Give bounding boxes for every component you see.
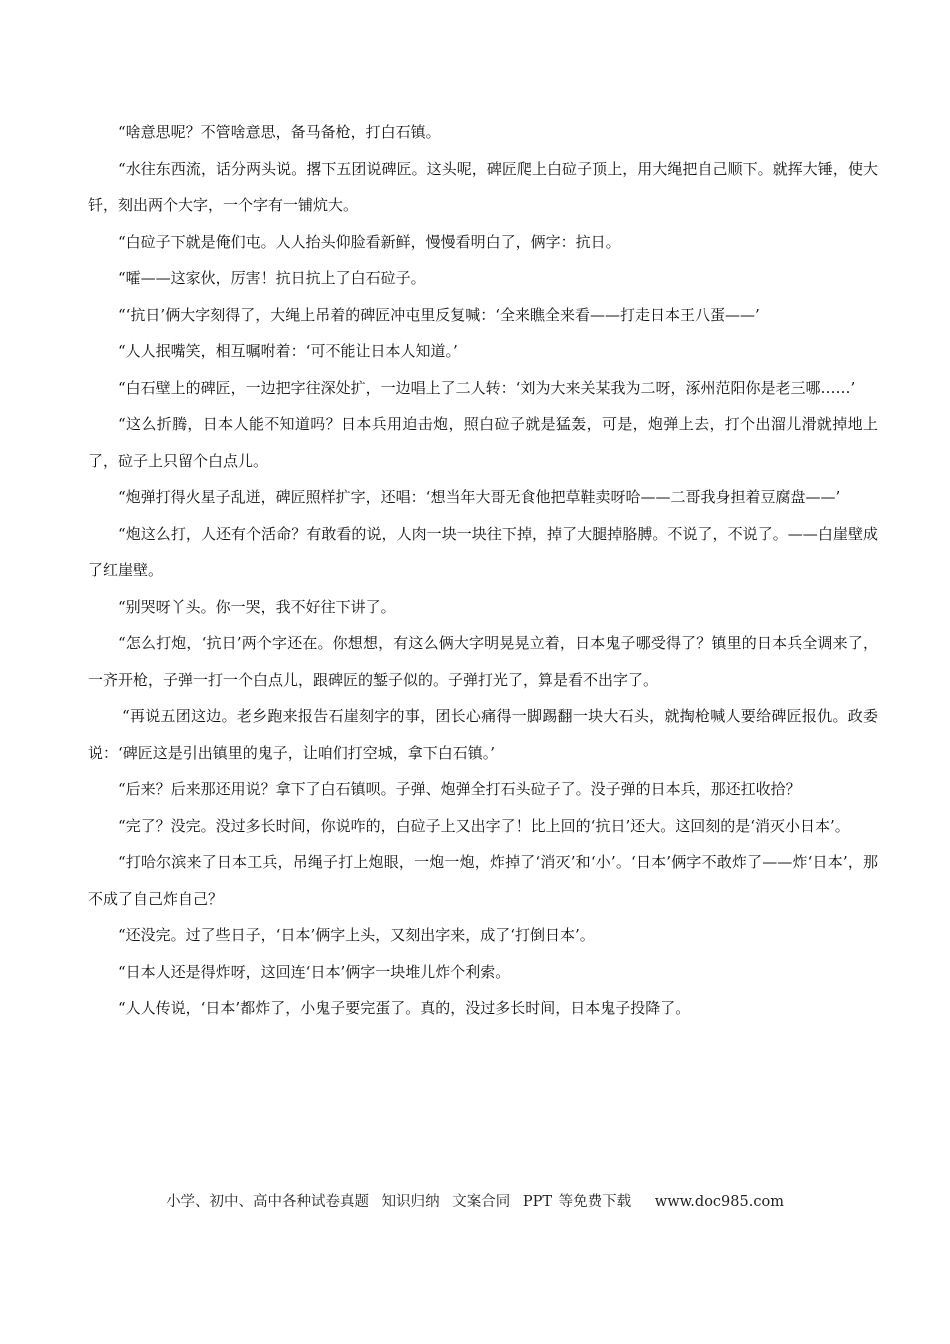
paragraph: “白石壁上的碑匠，一边把字往深处扩，一边唱上了二人转：‘刘为大来关某我为二呀，涿州范阳你是老三哪……’ [118,378,856,397]
paragraph: “再说五团这边。老乡跑来报告石崖刻字的事，团长心痛得一脚踢翻一块大石头，就掏枪喊人要给碑匠报仇。政委说：‘碑匠这是引出镇里的鬼子，让咱们打空城，拿下白石镇。’ [88,707,878,762]
paragraph: “完了？没完。没过多长时间，你说咋的，白砬子上又出字了！比上回的‘抗日’还大。这回刻的是‘消灭小日本’。 [118,816,850,835]
paragraph: “啥意思呢？不管啥意思，备马备枪，打白石镇。 [118,123,441,141]
paragraph: “白砬子下就是俺们屯。人人抬头仰脸看新鲜，慢慢看明白了，俩字：抗日。 [118,232,621,251]
paragraph: “水往东西流，话分两头说。撂下五团说碑匠。这头呢，碑匠爬上白砬子顶上，用大绳把自己顺下。就挥大锤，使大钎，刻出两个大字，一个字有一铺炕大。 [88,159,878,214]
paragraph: “还没完。过了些日子，‘日本’俩字上头，又刻出字来，成了‘打倒日本’。 [118,926,595,944]
page-footer [0,1190,950,1211]
paragraph: “‘抗日’俩大字刻得了，大绳上吊着的碑匠冲屯里反复喊：‘全来瞧全来看——打走日本王八蛋——’ [118,305,760,324]
paragraph: “人人抿嘴笑，相互嘱咐着：‘可不能让日本人知道。’ [118,342,458,360]
paragraph: “这么折腾，日本人能不知道吗？日本兵用迫击炮，照白砬子就是猛轰，可是，炮弹上去，打个出溜儿滑就掉地上了，砬子上只留个白点儿。 [88,415,878,470]
paragraph: “炮这么打，人还有个活命？有敢看的说，人肉一块一块往下掉，掉了大腿掉胳膊。不说了，不说了。——白崖壁成了红崖壁。 [88,524,878,579]
paragraph: “炮弹打得火星子乱迸，碑匠照样扩字，还唱：‘想当年大哥无食他把草鞋卖呀哈——二哥我身担着豆腐盘——’ [118,488,841,506]
paragraph: “人人传说，‘日本’都炸了，小鬼子要完蛋了。真的，没过多长时间，日本鬼子投降了。 [118,999,691,1017]
footer-text-knowledge: 知识归纳 [381,1194,440,1210]
footer-website-link[interactable]: www.doc985.com [654,1194,784,1210]
paragraph: “怎么打炮，‘抗日’两个字还在。你想想，有这么俩大字明晃晃立着，日本鬼子哪受得了？镇里的日本兵全调来了，一齐开枪，子弹一打一个白点儿，跟碑匠的錾子似的。子弹打光了，算是看不出字了。 [88,634,878,689]
paragraph: “嚯——这家伙，厉害！抗日抗上了白石砬子。 [118,269,426,287]
paragraph: “日本人还是得炸呀，这回连‘日本’俩字一块堆儿炸个利索。 [118,962,511,981]
paragraph: “别哭呀丫头。你一哭，我不好往下讲了。 [118,597,396,616]
paragraph: “后来？后来那还用说？拿下了白石镇呗。子弹、炮弹全打石头砬子了。没子弹的日本兵，那还扛收拾？ [118,780,801,798]
footer-text-ppt: PPT 等免费下载 [522,1194,632,1210]
footer-text-exams: 小学、初中、高中各种试卷真题 [166,1194,370,1210]
story-text [88,114,878,1027]
footer-text-contracts: 文案合同 [452,1194,511,1210]
paragraph: “打哈尔滨来了日本工兵，吊绳子打上炮眼，一炮一炮，炸掉了‘消灭’和‘小’。‘日本’俩字不敢炸了——炸‘日本’，那不成了自己炸自己？ [88,853,878,908]
